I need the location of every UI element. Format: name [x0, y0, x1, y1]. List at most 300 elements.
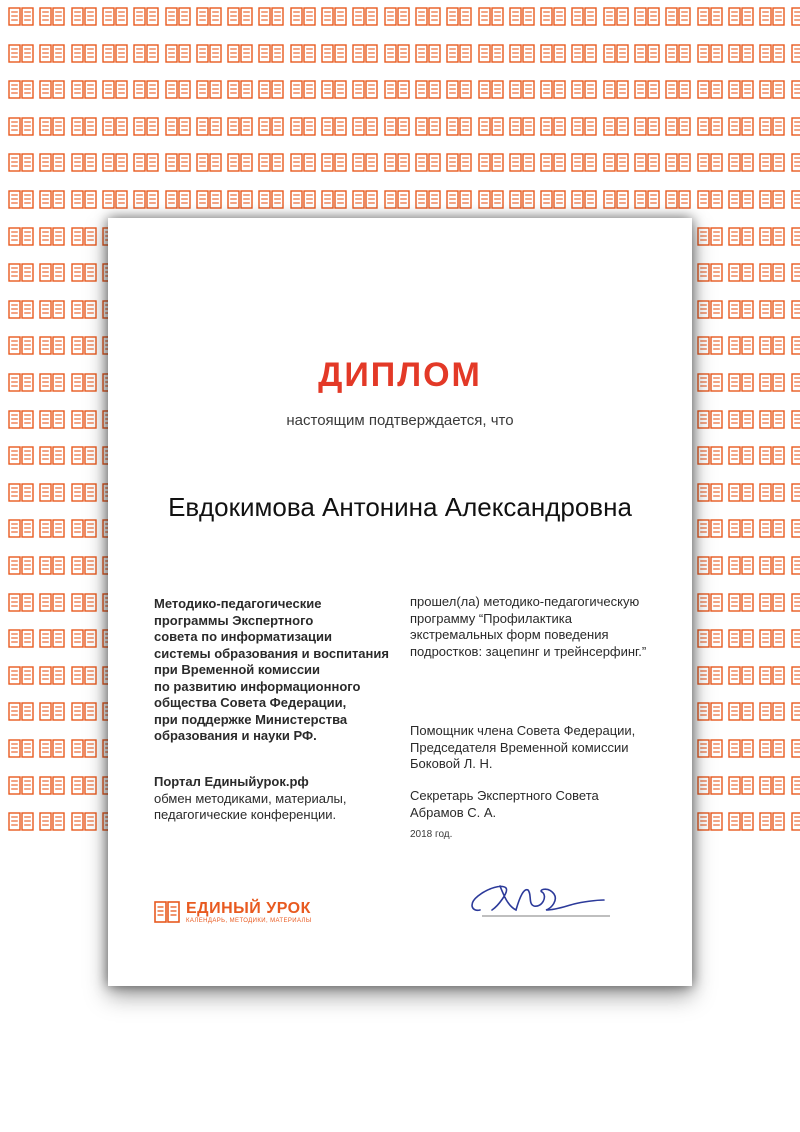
open-book-icon	[446, 6, 475, 28]
open-book-icon	[39, 152, 68, 174]
open-book-icon	[697, 518, 726, 540]
open-book-icon	[71, 592, 100, 614]
open-book-icon	[415, 6, 444, 28]
open-book-icon	[509, 152, 538, 174]
open-book-icon	[196, 43, 225, 65]
open-book-icon	[791, 335, 800, 357]
open-book-icon	[8, 299, 37, 321]
open-book-icon	[415, 116, 444, 138]
open-book-icon	[791, 811, 800, 833]
open-book-icon	[71, 79, 100, 101]
open-book-icon	[697, 152, 726, 174]
open-book-icon	[165, 152, 194, 174]
open-book-icon	[697, 665, 726, 687]
open-book-icon	[133, 189, 162, 211]
open-book-icon	[697, 775, 726, 797]
open-book-icon	[8, 372, 37, 394]
open-book-icon	[728, 445, 757, 467]
open-book-icon	[8, 226, 37, 248]
open-book-icon	[321, 189, 350, 211]
open-book-icon	[8, 335, 37, 357]
open-book-icon	[39, 189, 68, 211]
open-book-icon	[540, 43, 569, 65]
open-book-icon	[665, 116, 694, 138]
open-book-icon	[791, 665, 800, 687]
open-book-icon	[165, 79, 194, 101]
open-book-icon	[8, 262, 37, 284]
open-book-icon	[697, 6, 726, 28]
open-book-icon	[39, 701, 68, 723]
signatory-line: Боковой Л. Н.	[410, 756, 493, 771]
open-book-icon	[791, 152, 800, 174]
open-book-icon	[8, 152, 37, 174]
open-book-icon	[603, 6, 632, 28]
open-book-icon	[728, 372, 757, 394]
open-book-icon	[791, 262, 800, 284]
certificate	[108, 218, 692, 986]
open-book-icon	[8, 409, 37, 431]
open-book-icon	[697, 372, 726, 394]
open-book-icon	[71, 628, 100, 650]
open-book-icon	[196, 6, 225, 28]
open-book-icon	[352, 6, 381, 28]
open-book-icon	[8, 738, 37, 760]
open-book-icon	[728, 299, 757, 321]
open-book-icon	[697, 811, 726, 833]
open-book-icon	[39, 518, 68, 540]
open-book-icon	[39, 775, 68, 797]
open-book-icon	[258, 6, 287, 28]
open-book-icon	[791, 226, 800, 248]
open-book-icon	[634, 79, 663, 101]
open-book-icon	[39, 299, 68, 321]
logo-name: ЕДИНЫЙ УРОК	[186, 900, 311, 917]
open-book-icon	[290, 6, 319, 28]
open-book-icon	[71, 116, 100, 138]
open-book-icon	[791, 445, 800, 467]
open-book-icon	[258, 79, 287, 101]
open-book-icon	[791, 775, 800, 797]
open-book-icon	[415, 189, 444, 211]
open-book-icon	[791, 299, 800, 321]
open-book-icon	[8, 445, 37, 467]
open-book-icon	[665, 6, 694, 28]
course-line: программу “Профилактика	[410, 610, 572, 626]
open-book-icon	[384, 116, 413, 138]
open-book-icon	[509, 43, 538, 65]
open-book-icon	[39, 335, 68, 357]
open-book-icon	[133, 152, 162, 174]
organization-line: при поддержке Министерства	[154, 711, 348, 727]
open-book-icon	[8, 189, 37, 211]
open-book-icon	[227, 152, 256, 174]
open-book-icon	[791, 79, 800, 101]
open-book-icon	[478, 43, 507, 65]
portal-title: Портал Единыйурок.рф	[154, 774, 309, 789]
open-book-icon	[196, 79, 225, 101]
open-book-icon	[540, 189, 569, 211]
open-book-icon	[728, 811, 757, 833]
open-book-icon	[759, 628, 788, 650]
open-book-icon	[759, 555, 788, 577]
open-book-icon	[791, 372, 800, 394]
open-book-icon	[728, 665, 757, 687]
open-book-icon	[39, 811, 68, 833]
secretary-line: Секретарь Экспертного Совета	[410, 788, 599, 803]
open-book-icon	[133, 43, 162, 65]
open-book-icon	[321, 6, 350, 28]
open-book-icon	[39, 372, 68, 394]
secretary-line: Абрамов С. А.	[410, 804, 497, 820]
open-book-icon	[321, 79, 350, 101]
recipient-name: Евдокимова Антонина Александровна	[168, 492, 632, 522]
open-book-icon	[8, 518, 37, 540]
open-book-icon	[728, 43, 757, 65]
open-book-icon	[759, 116, 788, 138]
open-book-icon	[540, 79, 569, 101]
open-book-icon	[258, 189, 287, 211]
open-book-icon	[71, 299, 100, 321]
open-book-icon	[759, 775, 788, 797]
open-book-icon	[39, 409, 68, 431]
open-book-icon	[728, 226, 757, 248]
open-book-icon	[791, 738, 800, 760]
open-book-icon	[759, 482, 788, 504]
logo	[154, 899, 374, 929]
open-book-icon	[791, 628, 800, 650]
open-book-icon	[8, 811, 37, 833]
organization-line: Методико-педагогические	[154, 596, 322, 611]
course-line: прошел(ла) методико-педагогическую	[410, 594, 640, 609]
open-book-icon	[446, 189, 475, 211]
logo-tagline: КАЛЕНДАРЬ, МЕТОДИКИ, МАТЕРИАЛЫ	[186, 918, 312, 924]
open-book-icon	[728, 518, 757, 540]
open-book-icon	[728, 152, 757, 174]
open-book-icon	[728, 701, 757, 723]
open-book-icon	[603, 189, 632, 211]
open-book-icon	[759, 189, 788, 211]
open-book-icon	[39, 43, 68, 65]
open-book-icon	[8, 701, 37, 723]
open-book-icon	[196, 189, 225, 211]
open-book-icon	[759, 738, 788, 760]
open-book-icon	[352, 189, 381, 211]
open-book-icon	[102, 43, 131, 65]
open-book-icon	[478, 79, 507, 101]
open-book-icon	[634, 43, 663, 65]
open-book-icon	[8, 555, 37, 577]
open-book-icon	[154, 899, 180, 925]
open-book-icon	[791, 409, 800, 431]
open-book-icon	[728, 79, 757, 101]
open-book-icon	[697, 43, 726, 65]
open-book-icon	[71, 262, 100, 284]
open-book-icon	[102, 116, 131, 138]
open-book-icon	[71, 372, 100, 394]
open-book-icon	[697, 116, 726, 138]
secretary-block	[410, 788, 670, 821]
organization-line: при Временной комиссии	[154, 662, 321, 677]
open-book-icon	[8, 628, 37, 650]
open-book-icon	[227, 79, 256, 101]
course-block	[410, 594, 670, 660]
open-book-icon	[71, 445, 100, 467]
open-book-icon	[791, 482, 800, 504]
open-book-icon	[102, 189, 131, 211]
open-book-icon	[759, 335, 788, 357]
open-book-icon	[39, 226, 68, 248]
open-book-icon	[665, 79, 694, 101]
open-book-icon	[290, 116, 319, 138]
open-book-icon	[759, 226, 788, 248]
open-book-icon	[540, 6, 569, 28]
open-book-icon	[446, 116, 475, 138]
open-book-icon	[39, 482, 68, 504]
handwritten-signature	[462, 866, 612, 926]
open-book-icon	[39, 445, 68, 467]
open-book-icon	[791, 116, 800, 138]
open-book-icon	[102, 6, 131, 28]
open-book-icon	[759, 372, 788, 394]
open-book-icon	[791, 518, 800, 540]
open-book-icon	[728, 592, 757, 614]
open-book-icon	[759, 262, 788, 284]
open-book-icon	[227, 189, 256, 211]
open-book-icon	[71, 665, 100, 687]
open-book-icon	[697, 189, 726, 211]
open-book-icon	[603, 79, 632, 101]
open-book-icon	[509, 79, 538, 101]
open-book-icon	[290, 79, 319, 101]
open-book-icon	[728, 482, 757, 504]
open-book-icon	[71, 701, 100, 723]
open-book-icon	[728, 555, 757, 577]
open-book-icon	[634, 6, 663, 28]
open-book-icon	[133, 6, 162, 28]
open-book-icon	[571, 6, 600, 28]
open-book-icon	[258, 152, 287, 174]
open-book-icon	[728, 6, 757, 28]
open-book-icon	[415, 152, 444, 174]
open-book-icon	[791, 592, 800, 614]
open-book-icon	[728, 189, 757, 211]
open-book-icon	[728, 262, 757, 284]
open-book-icon	[165, 189, 194, 211]
open-book-icon	[290, 189, 319, 211]
certificate-title: ДИПЛОМ	[318, 356, 482, 394]
portal-line: обмен методиками, материалы,	[154, 790, 347, 806]
organization-line: образования и науки РФ.	[154, 728, 317, 743]
open-book-icon	[352, 79, 381, 101]
open-book-icon	[321, 152, 350, 174]
open-book-icon	[71, 335, 100, 357]
open-book-icon	[759, 6, 788, 28]
open-book-icon	[728, 738, 757, 760]
open-book-icon	[571, 43, 600, 65]
open-book-icon	[728, 409, 757, 431]
open-book-icon	[384, 152, 413, 174]
open-book-icon	[509, 6, 538, 28]
open-book-icon	[759, 445, 788, 467]
open-book-icon	[8, 482, 37, 504]
open-book-icon	[759, 592, 788, 614]
signatory-block	[410, 723, 670, 773]
open-book-icon	[603, 116, 632, 138]
open-book-icon	[39, 738, 68, 760]
open-book-icon	[71, 518, 100, 540]
open-book-icon	[728, 628, 757, 650]
open-book-icon	[8, 43, 37, 65]
open-book-icon	[71, 189, 100, 211]
open-book-icon	[352, 116, 381, 138]
open-book-icon	[728, 335, 757, 357]
open-book-icon	[39, 592, 68, 614]
open-book-icon	[8, 79, 37, 101]
open-book-icon	[759, 665, 788, 687]
open-book-icon	[571, 189, 600, 211]
open-book-icon	[196, 116, 225, 138]
open-book-icon	[697, 701, 726, 723]
open-book-icon	[791, 189, 800, 211]
open-book-icon	[39, 116, 68, 138]
course-line: экстремальных форм поведения	[410, 627, 609, 642]
open-book-icon	[446, 79, 475, 101]
open-book-icon	[71, 775, 100, 797]
open-book-icon	[697, 555, 726, 577]
open-book-icon	[165, 43, 194, 65]
open-book-icon	[8, 665, 37, 687]
open-book-icon	[258, 116, 287, 138]
open-book-icon	[165, 6, 194, 28]
open-book-icon	[603, 152, 632, 174]
course-line: подростков: зацепинг и трейнсерфинг.”	[410, 643, 647, 659]
open-book-icon	[71, 811, 100, 833]
open-book-icon	[759, 43, 788, 65]
open-book-icon	[697, 299, 726, 321]
open-book-icon	[571, 79, 600, 101]
open-book-icon	[352, 43, 381, 65]
organization-line: совета по информатизации	[154, 629, 332, 644]
open-book-icon	[728, 775, 757, 797]
portal-block	[154, 774, 414, 824]
open-book-icon	[384, 79, 413, 101]
portal-line: педагогические конференции.	[154, 807, 337, 822]
open-book-icon	[39, 79, 68, 101]
open-book-icon	[71, 482, 100, 504]
open-book-icon	[39, 262, 68, 284]
open-book-icon	[384, 43, 413, 65]
open-book-icon	[571, 116, 600, 138]
open-book-icon	[665, 189, 694, 211]
open-book-icon	[415, 43, 444, 65]
open-book-icon	[39, 6, 68, 28]
organization-line: системы образования и воспитания	[154, 645, 389, 661]
open-book-icon	[384, 6, 413, 28]
open-book-icon	[165, 116, 194, 138]
open-book-icon	[665, 152, 694, 174]
open-book-icon	[8, 592, 37, 614]
open-book-icon	[697, 226, 726, 248]
signatory-line: Председателя Временной комиссии	[410, 739, 629, 755]
open-book-icon	[8, 6, 37, 28]
organization-line: программы Экспертного	[154, 612, 314, 628]
open-book-icon	[665, 43, 694, 65]
open-book-icon	[290, 43, 319, 65]
open-book-icon	[71, 6, 100, 28]
open-book-icon	[759, 299, 788, 321]
open-book-icon	[540, 152, 569, 174]
open-book-icon	[384, 189, 413, 211]
open-book-icon	[478, 189, 507, 211]
organization-line: общества Совета Федерации,	[154, 695, 347, 710]
signatory-line: Помощник члена Совета Федерации,	[410, 723, 636, 738]
open-book-icon	[102, 152, 131, 174]
open-book-icon	[697, 592, 726, 614]
open-book-icon	[352, 152, 381, 174]
open-book-icon	[791, 555, 800, 577]
open-book-icon	[446, 152, 475, 174]
open-book-icon	[478, 152, 507, 174]
open-book-icon	[509, 189, 538, 211]
open-book-icon	[321, 43, 350, 65]
open-book-icon	[478, 6, 507, 28]
open-book-icon	[415, 79, 444, 101]
open-book-icon	[791, 701, 800, 723]
organization-block	[154, 596, 404, 745]
open-book-icon	[603, 43, 632, 65]
open-book-icon	[8, 116, 37, 138]
open-book-icon	[478, 116, 507, 138]
open-book-icon	[759, 409, 788, 431]
open-book-icon	[71, 738, 100, 760]
confirmation-text: настоящим подтверждается, что	[286, 412, 514, 429]
open-book-icon	[759, 152, 788, 174]
open-book-icon	[728, 116, 757, 138]
open-book-icon	[102, 79, 131, 101]
organization-line: по развитию информационного	[154, 678, 361, 694]
open-book-icon	[697, 445, 726, 467]
open-book-icon	[196, 152, 225, 174]
open-book-icon	[71, 152, 100, 174]
open-book-icon	[39, 628, 68, 650]
open-book-icon	[227, 43, 256, 65]
open-book-icon	[540, 116, 569, 138]
open-book-icon	[71, 409, 100, 431]
open-book-icon	[71, 43, 100, 65]
open-book-icon	[697, 628, 726, 650]
open-book-icon	[634, 189, 663, 211]
year-text: 2018 год.	[410, 829, 453, 840]
open-book-icon	[133, 79, 162, 101]
open-book-icon	[133, 116, 162, 138]
open-book-icon	[697, 335, 726, 357]
open-book-icon	[71, 226, 100, 248]
open-book-icon	[321, 116, 350, 138]
open-book-icon	[759, 79, 788, 101]
open-book-icon	[697, 262, 726, 284]
open-book-icon	[258, 43, 287, 65]
open-book-icon	[697, 409, 726, 431]
open-book-icon	[759, 811, 788, 833]
open-book-icon	[697, 738, 726, 760]
open-book-icon	[39, 665, 68, 687]
open-book-icon	[8, 775, 37, 797]
open-book-icon	[634, 152, 663, 174]
open-book-icon	[290, 152, 319, 174]
open-book-icon	[791, 43, 800, 65]
open-book-icon	[697, 79, 726, 101]
open-book-icon	[697, 482, 726, 504]
